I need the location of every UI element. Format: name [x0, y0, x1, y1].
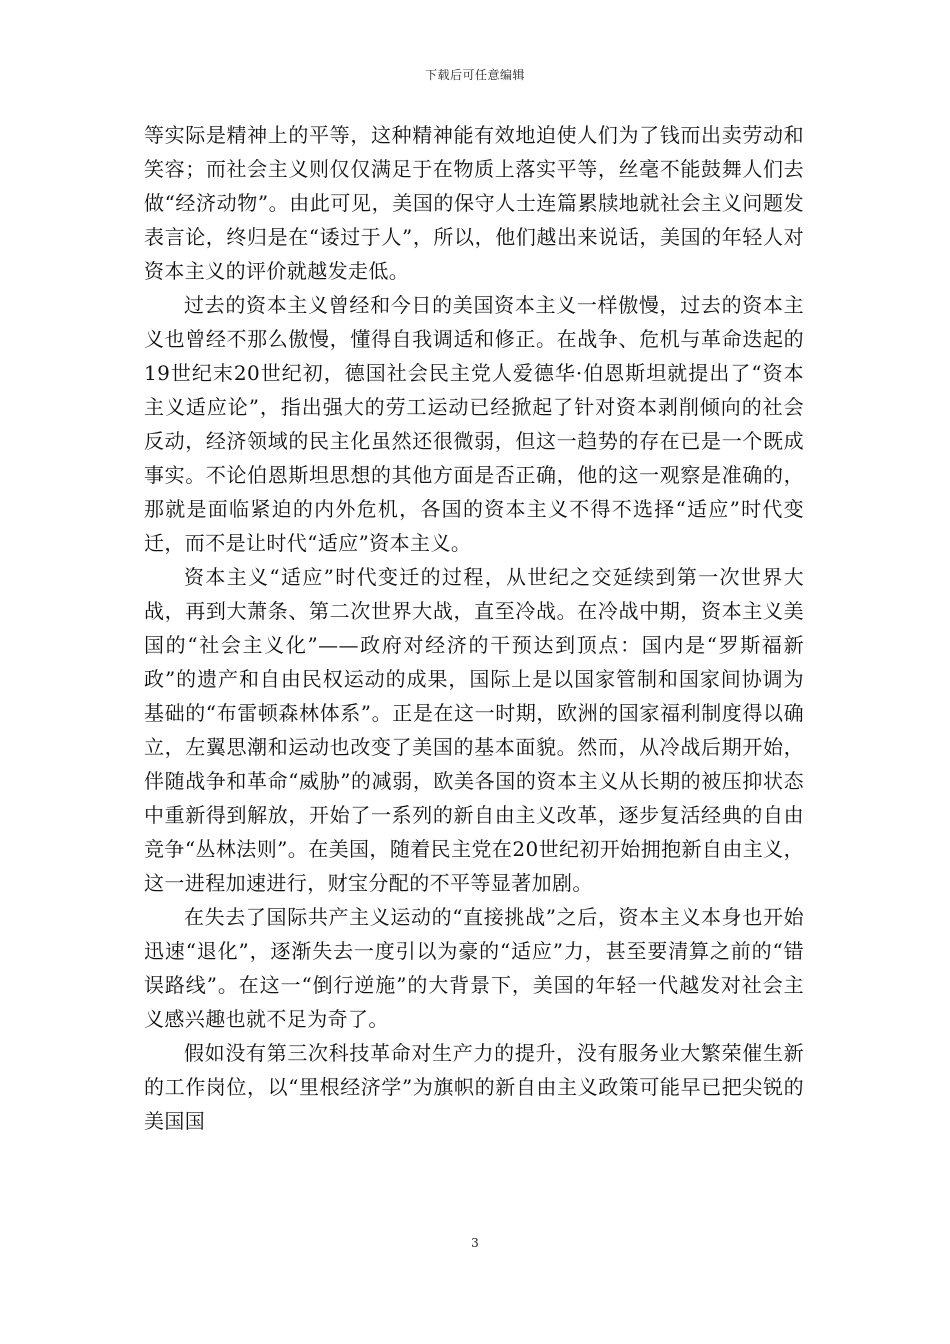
page-header: 下载后可任意编辑 — [424, 68, 525, 82]
paragraph: 资本主义“适应”时代变迁的过程，从世纪之交延续到第一次世界大战，再到大萧条、第二次世界大战，直至冷战。在冷战中期，资本主义美国的“社会主义化”——政府对经济的干预达到顶点：国内是“罗斯福新政”的遗产和自由民权运动的成果，国际上是以国家管制和国家间协调为基础的“布雷顿森林体系”。正是在这一时期，欧洲的国家福利制度得以确立，左翼思潮和运动也改变了美国的基本面貌。然而，从冷战后期开始，伴随战争和革命“威胁”的减弱，欧美各国的资本主义从长期的被压抑状态中重新得到解放，开始了一系列的新自由主义改革，逐步复活经典的自由竞争“丛林法则”。在美国，随着民主党在20世纪初开始拥抱新自由主义，这一进程加速进行，财宝分配的不平等显著加剧。 — [144, 565, 804, 895]
paragraph: 假如没有第三次科技革命对生产力的提升，没有服务业大繁荣催生新的工作岗位，以“里根经济学”为旗帜的新自由主义政策可能早已把尖锐的美国国 — [144, 1041, 804, 1133]
document-body — [144, 118, 804, 1138]
paragraph: 在失去了国际共产主义运动的“直接挑战”之后，资本主义本身也开始迅速“退化”，逐渐失去一度引以为豪的“适应”力，甚至要清算之前的“错误路线”。在这一“倒行逆施”的大背景下，美国的年轻一代越发对社会主义感兴趣也就不足为奇了。 — [144, 905, 804, 1031]
paragraph: 过去的资本主义曾经和今日的美国资本主义一样傲慢，过去的资本主义也曾经不那么傲慢，懂得自我调适和修正。在战争、危机与革命迭起的19世纪末20世纪初，德国社会民主党人爱德华·伯恩斯坦就提出了“资本主义适应论”，指出强大的劳工运动已经掀起了针对资本剥削倾向的社会反动，经济领域的民主化虽然还很微弱，但这一趋势的存在已是一个既成事实。不论伯恩斯坦思想的其他方面是否正确，他的这一观察是准确的，那就是面临紧迫的内外危机，各国的资本主义不得不选择“适应”时代变迁，而不是让时代“适应”资本主义。 — [144, 293, 804, 555]
paragraph-continuation: 等实际是精神上的平等，这种精神能有效地迫使人们为了钱而出卖劳动和笑容；而社会主义则仅仅满足于在物质上落实平等，丝毫不能鼓舞人们去做“经济动物”。由此可见，美国的保守人士连篇累牍地就社会主义问题发表言论，终归是在“诿过于人”，所以，他们越出来说话，美国的年轻人对资本主义的评价就越发走低。 — [144, 123, 804, 283]
page-number: 3 — [471, 1236, 479, 1250]
